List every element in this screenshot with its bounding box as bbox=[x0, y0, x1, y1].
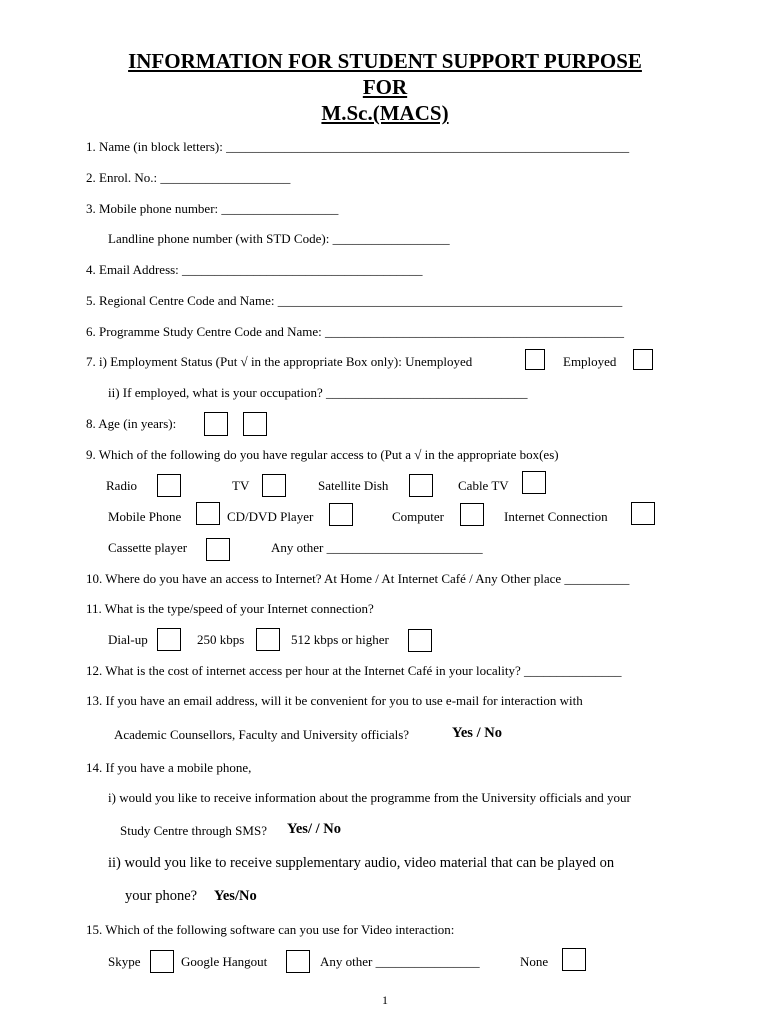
computer-checkbox[interactable] bbox=[460, 503, 484, 526]
employed-checkbox[interactable] bbox=[633, 349, 653, 370]
internet-connection-checkbox[interactable] bbox=[631, 502, 655, 525]
q5-regional-centre: 5. Regional Centre Code and Name: _____________________________________________________ bbox=[86, 293, 623, 308]
tv-checkbox[interactable] bbox=[262, 474, 286, 497]
age-digit-1-box[interactable] bbox=[204, 412, 228, 436]
250kbps-checkbox[interactable] bbox=[256, 628, 280, 651]
q14-sms-question: i) would you like to receive information about the programme from the University officials and your bbox=[108, 790, 631, 805]
access-any-other: Any other ________________________ bbox=[271, 540, 483, 555]
title-line-1: INFORMATION FOR STUDENT SUPPORT PURPOSE bbox=[128, 49, 642, 73]
none-label: None bbox=[520, 954, 549, 969]
software-any-other: Any other ________________ bbox=[320, 954, 480, 969]
age-digit-2-box[interactable] bbox=[243, 412, 267, 436]
cd-dvd-label: CD/DVD Player bbox=[227, 509, 314, 524]
q14-audio-video-question: ii) would you like to receive supplementary audio, video material that can be played on bbox=[108, 855, 615, 871]
q14-mobile-phone: 14. If you have a mobile phone, bbox=[86, 760, 252, 775]
q3-mobile: 3. Mobile phone number: __________________ bbox=[86, 201, 339, 216]
none-checkbox[interactable] bbox=[562, 948, 586, 971]
dialup-label: Dial-up bbox=[108, 632, 148, 647]
q12-cafe-cost: 12. What is the cost of internet access per hour at the Internet Café in your locality? _______________ bbox=[86, 663, 622, 678]
q9-access: 9. Which of the following do you have regular access to (Put a √ in the appropriate box(es) bbox=[86, 447, 559, 462]
q14-sms-yes-no[interactable]: Yes/ / No bbox=[287, 821, 341, 837]
q2-enrol: 2. Enrol. No.: ____________________ bbox=[86, 170, 291, 185]
q15-video-software: 15. Which of the following software can you use for Video interaction: bbox=[86, 922, 455, 937]
250kbps-label: 250 kbps bbox=[197, 632, 245, 647]
employed-label: Employed bbox=[563, 354, 617, 369]
q1-name: 1. Name (in block letters): ______________________________________________________________ bbox=[86, 139, 630, 154]
q3-landline: Landline phone number (with STD Code): __________________ bbox=[108, 231, 450, 246]
q14-sms-line2: Study Centre through SMS? bbox=[120, 823, 267, 838]
q14-audio-video-yes-no[interactable]: Yes/No bbox=[214, 888, 257, 904]
q4-email: 4. Email Address: _____________________________________ bbox=[86, 262, 423, 277]
mobile-phone-checkbox[interactable] bbox=[196, 502, 220, 525]
satellite-label: Satellite Dish bbox=[318, 478, 389, 493]
q13-yes-no[interactable]: Yes / No bbox=[452, 725, 502, 741]
title-line-2: FOR bbox=[362, 75, 408, 99]
radio-label: Radio bbox=[106, 478, 138, 493]
q7-employment-status: 7. i) Employment Status (Put √ in the appropriate Box only): Unemployed bbox=[86, 354, 473, 369]
q7-occupation: ii) If employed, what is your occupation? _______________________________ bbox=[108, 385, 528, 400]
skype-label: Skype bbox=[108, 954, 141, 969]
internet-connection-label: Internet Connection bbox=[504, 509, 608, 524]
q13-email-convenience: 13. If you have an email address, will it be convenient for you to use e-mail for interaction with bbox=[86, 693, 583, 708]
page-number: 1 bbox=[382, 993, 388, 1007]
skype-checkbox[interactable] bbox=[150, 950, 174, 973]
cd-dvd-checkbox[interactable] bbox=[329, 503, 353, 526]
cable-tv-checkbox[interactable] bbox=[522, 471, 546, 494]
unemployed-checkbox[interactable] bbox=[525, 349, 545, 370]
q11-connection-speed: 11. What is the type/speed of your Internet connection? bbox=[86, 601, 374, 616]
radio-checkbox[interactable] bbox=[157, 474, 181, 497]
q10-internet-access: 10. Where do you have an access to Internet? At Home / At Internet Café / Any Other place __________ bbox=[86, 571, 630, 586]
q13-line2: Academic Counsellors, Faculty and University officials? bbox=[114, 727, 410, 742]
cassette-label: Cassette player bbox=[108, 540, 188, 555]
google-hangout-label: Google Hangout bbox=[181, 954, 268, 969]
dialup-checkbox[interactable] bbox=[157, 628, 181, 651]
q8-age: 8. Age (in years): bbox=[86, 416, 177, 431]
q6-study-centre: 6. Programme Study Centre Code and Name: ______________________________________________ bbox=[86, 324, 625, 339]
satellite-checkbox[interactable] bbox=[409, 474, 433, 497]
mobile-phone-label: Mobile Phone bbox=[108, 509, 182, 524]
tv-label: TV bbox=[232, 478, 250, 493]
q14-audio-video-line2: your phone? bbox=[125, 888, 198, 904]
cassette-checkbox[interactable] bbox=[206, 538, 230, 561]
title-line-3: M.Sc.(MACS) bbox=[321, 101, 449, 125]
512kbps-checkbox[interactable] bbox=[408, 629, 432, 652]
cable-tv-label: Cable TV bbox=[458, 478, 509, 493]
computer-label: Computer bbox=[392, 509, 444, 524]
google-hangout-checkbox[interactable] bbox=[286, 950, 310, 973]
512kbps-label: 512 kbps or higher bbox=[291, 632, 389, 647]
